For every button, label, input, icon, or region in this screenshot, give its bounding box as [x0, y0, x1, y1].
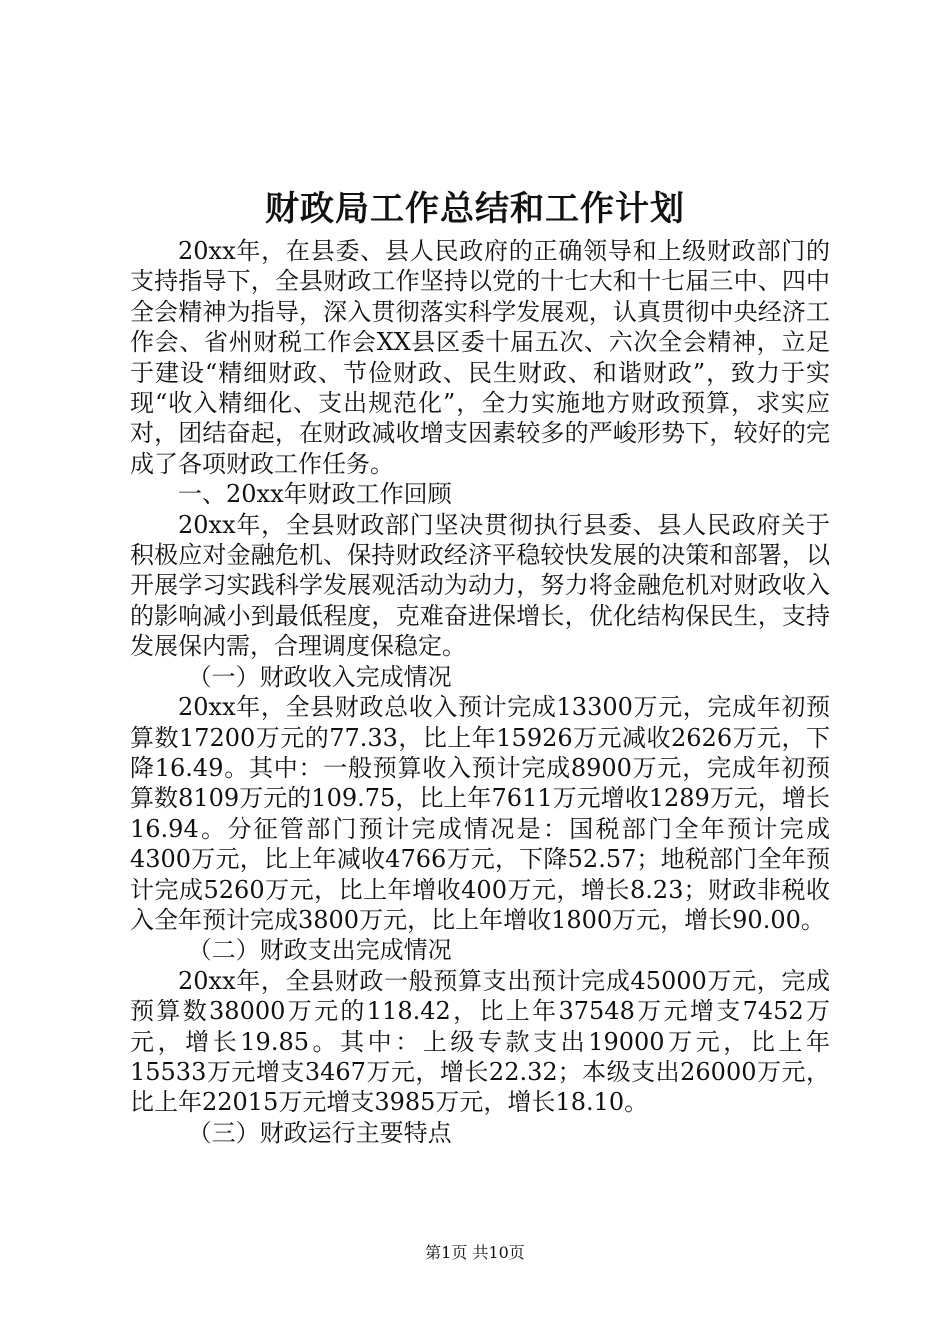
page-number: 第1页 共10页: [425, 1243, 525, 1262]
revenue-paragraph: 20xx年，全县财政总收入预计完成13300万元，完成年初预算数17200万元的77.33，比上年15926万元减收2626万元，下降16.49。其中：一般预算收入预计完成8900万元，完成年初预算数8109万元的109.75，比上年7611万元增收1289万元，增长16.94。分征管部门预计完成情况是：国税部门全年预计完成4300万元，比上年减收4766万元，下降52.57；地税部门全年预计完成5260万元，比上年增收400万元，增长8.23；财政非税收入全年预计完成3800万元，比上年增收1800万元，增长90.00。: [130, 693, 830, 934]
expenditure-paragraph: 20xx年，全县财政一般预算支出预计完成45000万元，完成预算数38000万元的118.42，比上年37548万元增支7452万元，增长19.85。其中：上级专款支出19000万元，比上年15533万元增支3467万元，增长22.32；本级支出26000万元，比上年22015万元增支3985万元，增长18.10。: [130, 966, 830, 1117]
intro-paragraph: 20xx年，在县委、县人民政府的正确领导和上级财政部门的支持指导下，全县财政工作坚持以党的十七大和十七届三中、四中全会精神为指导，深入贯彻落实科学发展观，认真贯彻中央经济工作会、省州财税工作会XX县区委十届五次、六次全会精神，立足于建设“精细财政、节俭财政、民生财政、和谐财政”，致力于实现“收入精细化、支出规范化”，全力实施地方财政预算，求实应对，团结奋起，在财政减收增支因素较多的严峻形势下，较好的完成了各项财政工作任务。: [130, 237, 830, 478]
subheading-expenditure: （二）财政支出完成情况: [187, 936, 452, 965]
section-heading-review: 一、20xx年财政工作回顾: [178, 480, 452, 509]
subheading-features: （三）财政运行主要特点: [187, 1118, 452, 1147]
document-title: 财政局工作总结和工作计划: [265, 189, 685, 229]
subheading-revenue: （一）财政收入完成情况: [187, 662, 452, 691]
review-paragraph: 20xx年，全县财政部门坚决贯彻执行县委、县人民政府关于积极应对金融危机、保持财政经济平稳较快发展的决策和部署，以开展学习实践科学发展观活动为动力，努力将金融危机对财政收入的影响减小到最低程度，克难奋进保增长，优化结构保民生，支持发展保内需，合理调度保稳定。: [130, 510, 830, 661]
document-body: [130, 236, 830, 1148]
